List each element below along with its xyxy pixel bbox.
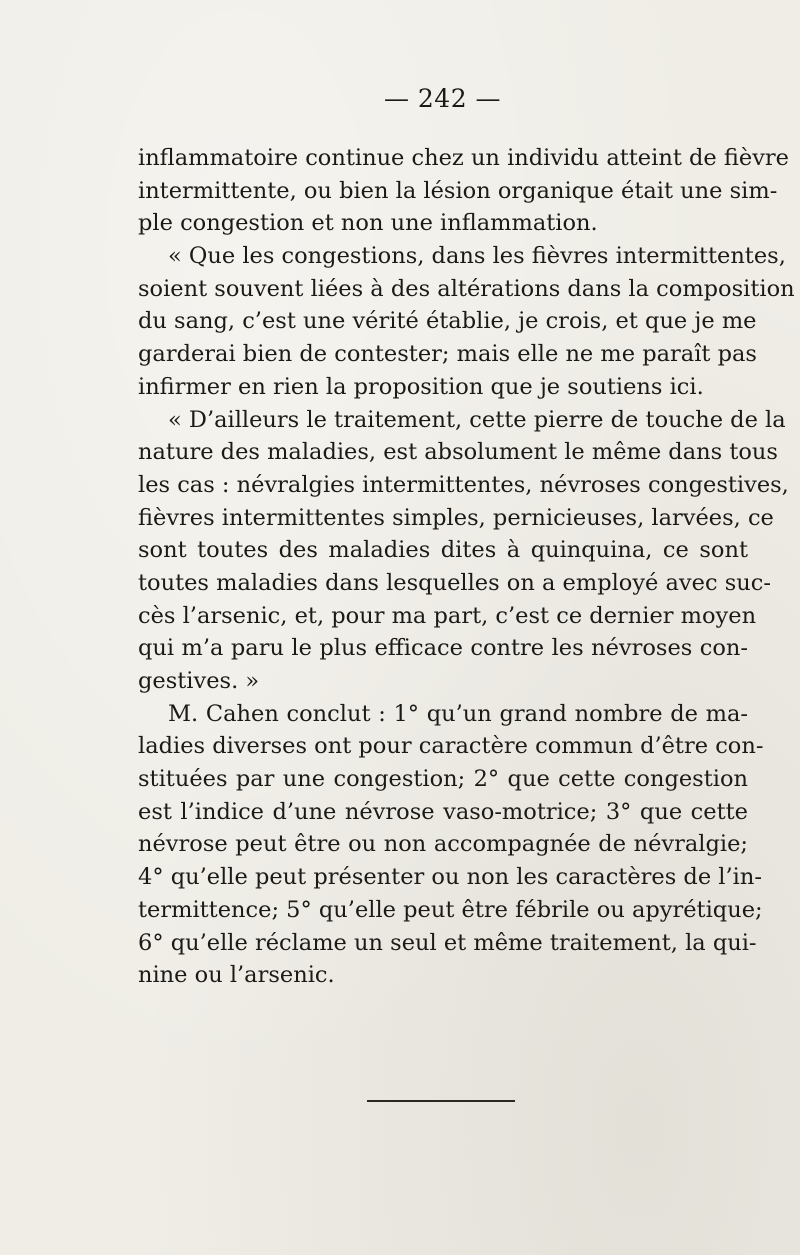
page-number: — 242 — bbox=[383, 84, 502, 113]
text-line: du sang, c’est une vérité établie, je crois, et que je me bbox=[138, 308, 757, 335]
text-line: toutes maladies dans lesquelles on a employé avec suc- bbox=[138, 569, 771, 596]
text-line: 4° qu’elle peut présenter ou non les caractères de l’in- bbox=[138, 864, 762, 891]
text-line: fièvres intermittentes simples, pernicieuses, larvées, ce bbox=[138, 504, 774, 531]
end-rule bbox=[367, 1100, 515, 1102]
text-line: garderai bien de contester; mais elle ne me paraît pas bbox=[138, 341, 757, 368]
text-line: nature des maladies, est absolument le même dans tous bbox=[138, 439, 778, 466]
text-line: nine ou l’arsenic. bbox=[138, 962, 335, 989]
text-line: névrose peut être ou non accompagnée de névralgie; bbox=[138, 831, 748, 858]
text-line: les cas : névralgies intermittentes, névroses congestives, bbox=[138, 471, 789, 498]
text-line: gestives. » bbox=[138, 668, 260, 694]
text-line: ple congestion et non une inflammation. bbox=[138, 210, 598, 237]
text-line: « Que les congestions, dans les fièvres intermittentes, bbox=[168, 243, 786, 270]
body-text bbox=[138, 142, 795, 992]
text-line: stituées par une congestion; 2° que cette congestion bbox=[138, 766, 748, 793]
text-line: 6° qu’elle réclame un seul et même traitement, la qui- bbox=[138, 929, 757, 956]
text-line: sont toutes des maladies dites à quinquina, ce sont bbox=[138, 537, 748, 564]
text-line: intermittente, ou bien la lésion organique était une sim- bbox=[138, 177, 778, 204]
text-line: qui m’a paru le plus efficace contre les névroses con- bbox=[138, 635, 748, 662]
text-line: soient souvent liées à des altérations dans la composition bbox=[138, 275, 795, 302]
text-line: M. Cahen conclut : 1° qu’un grand nombre de ma- bbox=[168, 700, 748, 727]
text-line: infirmer en rien la proposition que je soutiens ici. bbox=[138, 373, 704, 400]
text-line: termittence; 5° qu’elle peut être fébrile ou apyrétique; bbox=[138, 896, 763, 923]
text-line: ladies diverses ont pour caractère commun d’être con- bbox=[138, 733, 764, 760]
text-line: inflammatoire continue chez un individu atteint de fièvre bbox=[138, 145, 789, 171]
text-line: est l’indice d’une névrose vaso-motrice; 3° que cette bbox=[138, 798, 748, 825]
text-line: « D’ailleurs le traitement, cette pierre de touche de la bbox=[168, 406, 786, 433]
text-line: cès l’arsenic, et, pour ma part, c’est ce dernier moyen bbox=[138, 602, 757, 629]
